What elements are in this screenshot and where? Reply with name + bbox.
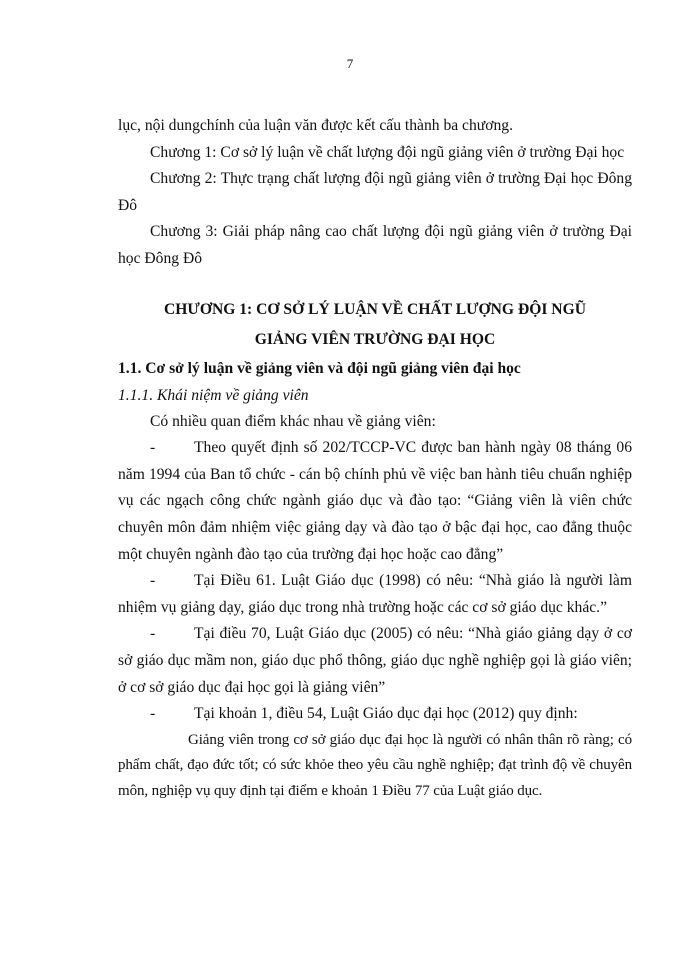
bullet-dash: - xyxy=(150,439,156,457)
subsection-heading: 1.1.1. Khái niệm về giảng viên xyxy=(118,386,309,404)
bullet-dash: - xyxy=(150,572,156,590)
bullet-text: Tại điều 70, Luật Giáo dục (2005) có nêu: “Nhà giáo giảng dạy ở cơ sở giáo dục mầm non, giáo dục phổ thông, giáo dục nghề nghiệp gọi là giáo viên; ở cơ sở giáo dục đại học gọi là giảng viên” xyxy=(118,625,632,696)
section-heading: 1.1. Cơ sở lý luận về giảng viên và đội ngũ giảng viên đại học xyxy=(118,359,521,377)
chapter2-summary: Chương 2: Thực trạng chất lượng đội ngũ giảng viên ở trường Đại học Đông Đô xyxy=(118,170,632,214)
bullet-text: Theo quyết định số 202/TCCP-VC được ban hành ngày 08 tháng 06 năm 1994 của Ban tổ chức - cán bộ chính phủ về việc ban hành tiêu chuẩn nghiệp vụ các ngạch công chức ngành giáo dục và đào tạo: “Giảng viên là viên chức chuyên môn đảm nhiệm việc giảng dạy và đào tạo ở bậc đại học, cao đẳng thuộc một chuyên ngành đào tạo của trường đại học hoặc cao đẳng” xyxy=(118,439,632,563)
bullet-item xyxy=(118,568,632,621)
bullet-item xyxy=(118,435,632,568)
bullet-dash: - xyxy=(150,705,156,723)
bullet-item xyxy=(118,701,632,728)
bullet-item xyxy=(118,621,632,701)
bullet-text: Tại Điều 61. Luật Giáo dục (1998) có nêu: “Nhà giáo là người làm nhiệm vụ giảng dạy, giáo dục trong nhà trường hoặc các cơ sở giáo dục khác.” xyxy=(118,572,632,616)
bullet-dash: - xyxy=(150,625,156,643)
chapter-heading xyxy=(118,295,632,355)
law-quote-paragraph: Giảng viên trong cơ sở giáo dục đại học là người có nhân thân rõ ràng; có phẩm chất, đạo đức tốt; có sức khỏe theo yêu cầu nghề nghiệp; đạt trình độ về chuyên môn, nghiệp vụ quy định tại điểm e khoản 1 Điều 77 của Luật giáo dục. xyxy=(118,731,632,799)
chapter-heading-line1: CHƯƠNG 1: CƠ SỞ LÝ LUẬN VỀ CHẤT LƯỢNG ĐỘI NGŨ xyxy=(164,300,586,318)
bullet-text: Tại khoản 1, điều 54, Luật Giáo dục đại học (2012) quy định: xyxy=(194,705,578,723)
document-body xyxy=(118,113,632,804)
page-number: 7 xyxy=(346,56,354,71)
chapter-heading-line2: GIẢNG VIÊN TRƯỜNG ĐẠI HỌC xyxy=(254,330,496,348)
chapter3-summary: Chương 3: Giải pháp nâng cao chất lượng đội ngũ giảng viên ở trường Đại học Đông Đô xyxy=(118,223,632,267)
chapter1-summary: Chương 1: Cơ sở lý luận về chất lượng đội ngũ giảng viên ở trường Đại học xyxy=(150,143,625,161)
intro-continuation: lục, nội dungchính của luận văn được kết cấu thành ba chương. xyxy=(118,117,513,134)
lead-sentence: Có nhiều quan điểm khác nhau về giảng viên: xyxy=(150,412,436,430)
